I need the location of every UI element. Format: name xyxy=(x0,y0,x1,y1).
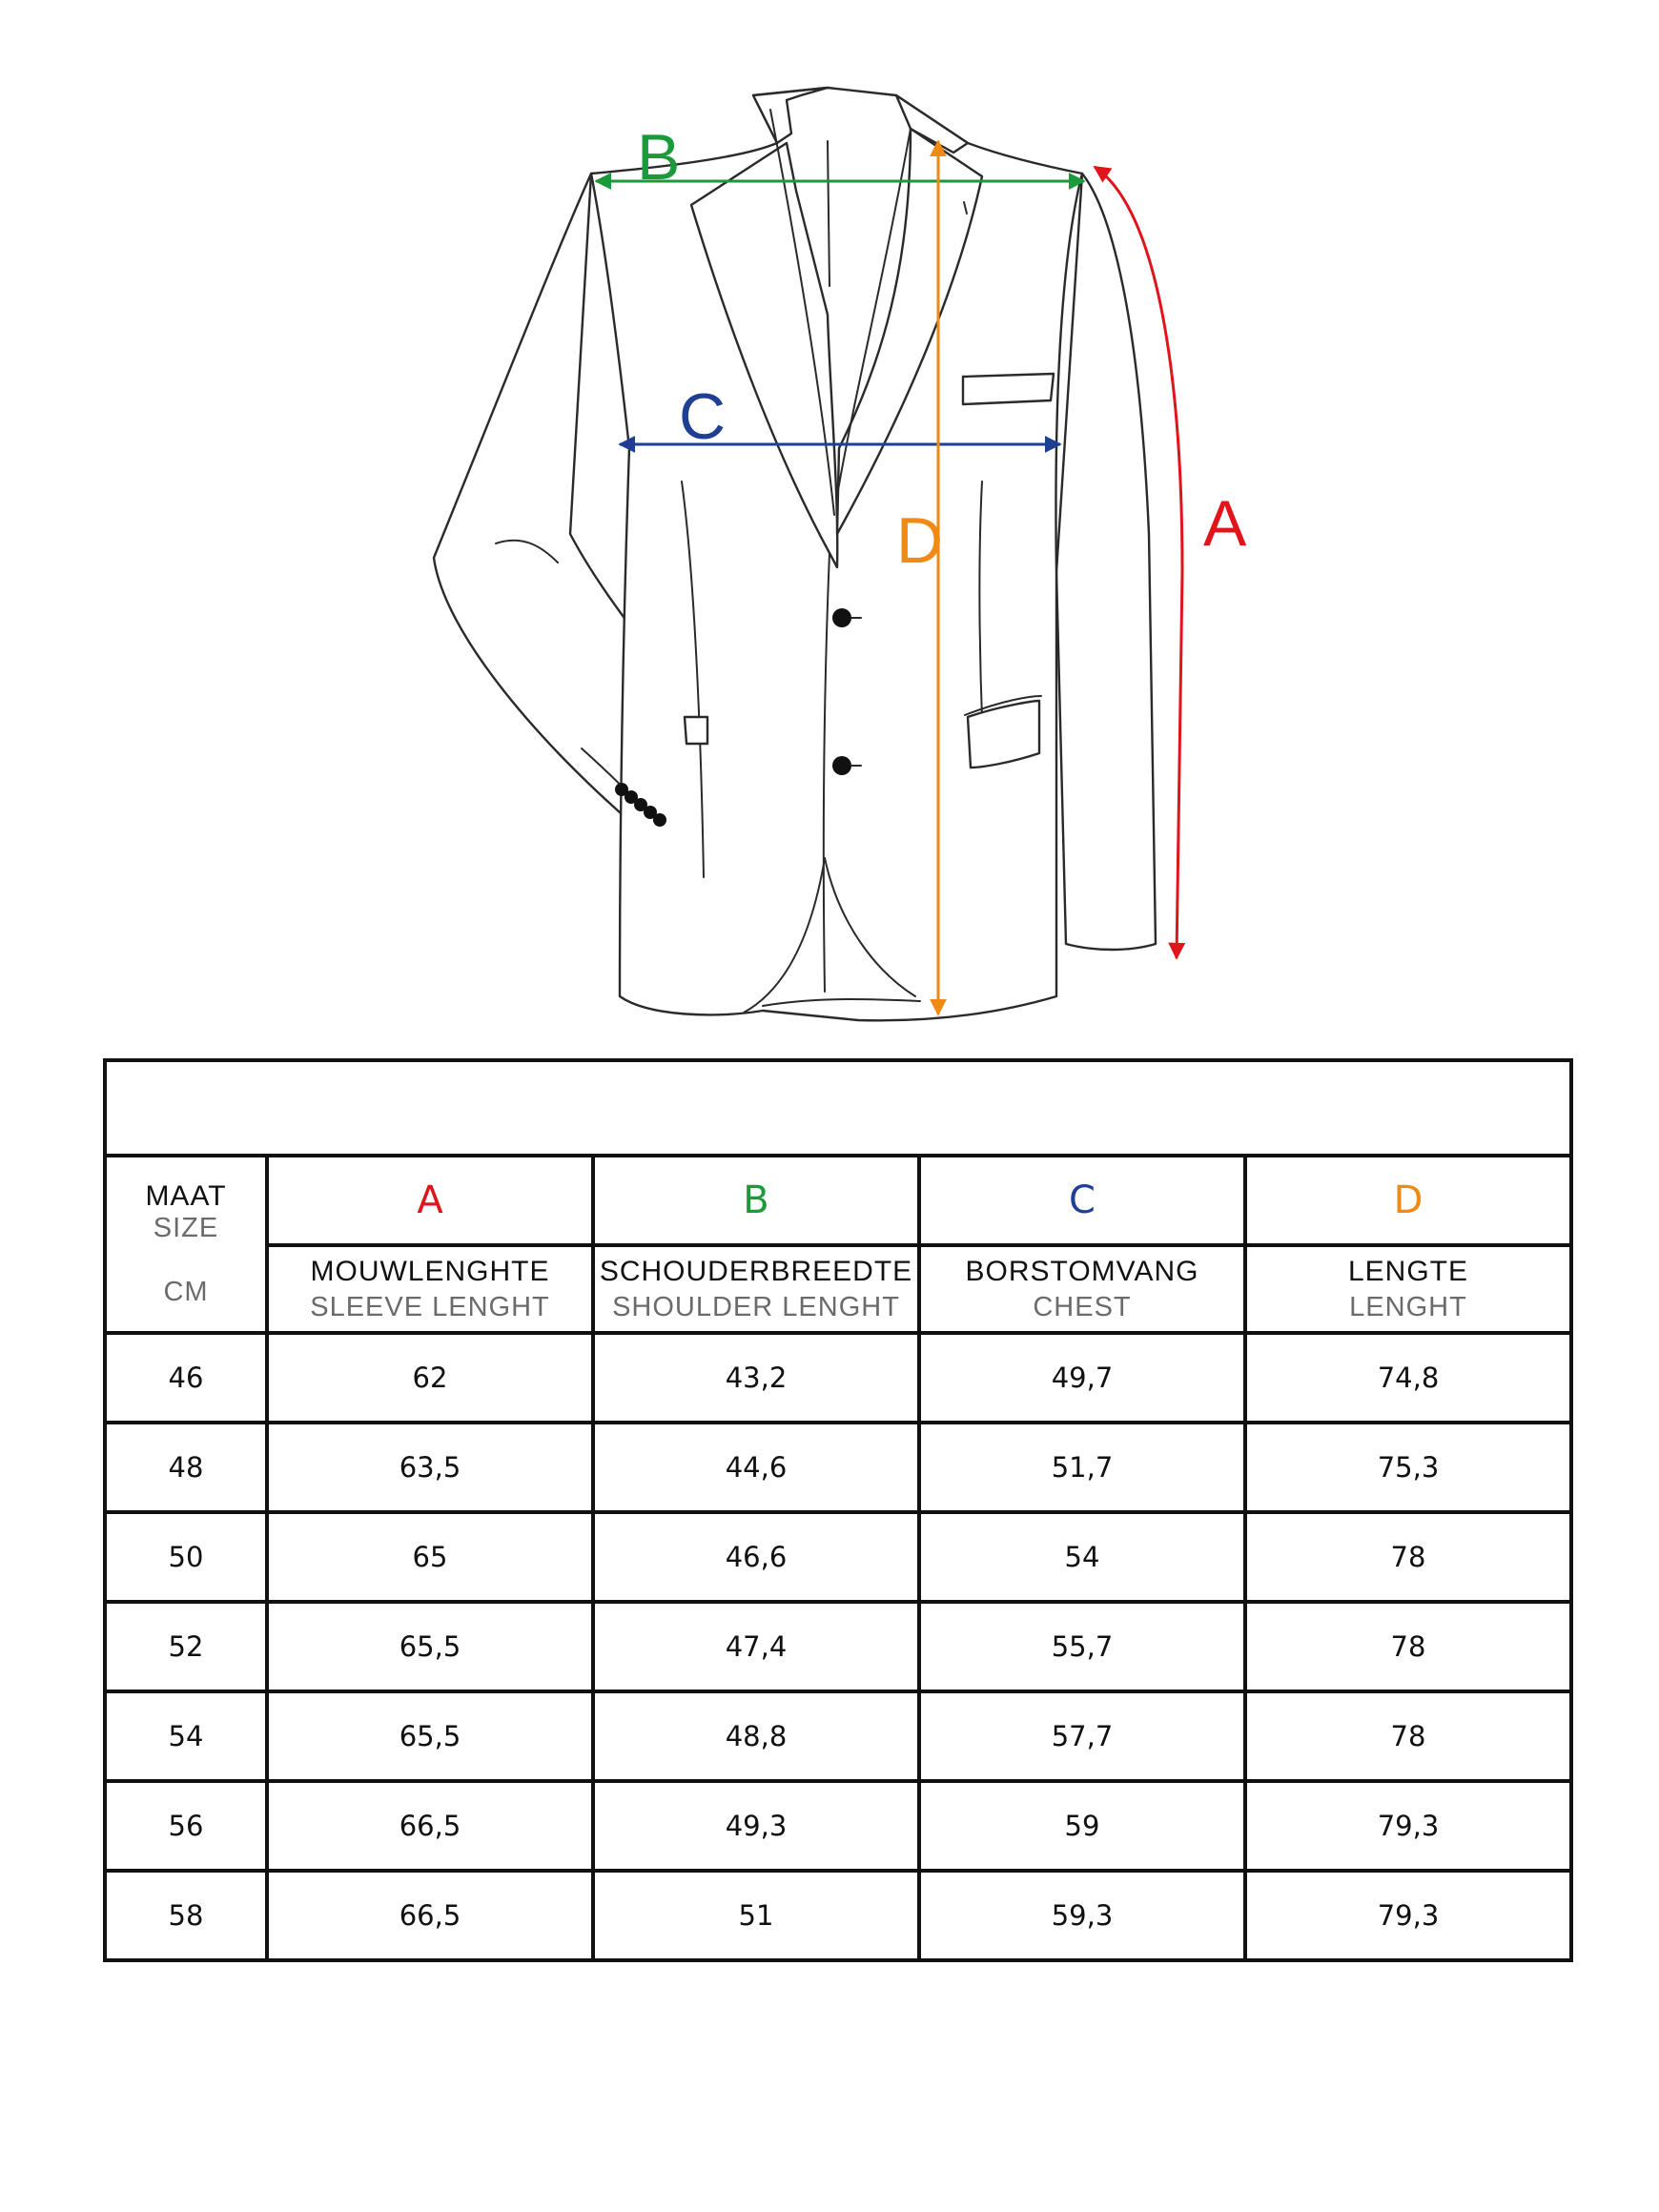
shoulder-cell: 48,8 xyxy=(593,1691,919,1781)
size-cell: 48 xyxy=(105,1423,267,1512)
label-d: D xyxy=(896,504,944,577)
shoulder-cell: 51 xyxy=(593,1871,919,1960)
chest-cell: 59,3 xyxy=(919,1871,1245,1960)
column-header-length xyxy=(1245,1245,1571,1333)
size-chart-table xyxy=(103,1058,1573,1962)
breast-pocket xyxy=(963,374,1054,404)
sleeve-cell: 65,5 xyxy=(267,1602,593,1691)
chest-cell: 57,7 xyxy=(919,1691,1245,1781)
size-cell: 46 xyxy=(105,1333,267,1423)
size-cell: 58 xyxy=(105,1871,267,1960)
column-name-en: SHOULDER LENGHT xyxy=(612,1291,900,1322)
column-letter-a: A xyxy=(267,1156,593,1245)
sleeve-cell: 66,5 xyxy=(267,1781,593,1871)
left-flap-pocket xyxy=(685,717,707,744)
table-row xyxy=(105,1512,1571,1602)
column-name-en: LENGHT xyxy=(1349,1291,1467,1322)
column-header-sleeve xyxy=(267,1245,593,1333)
column-header-chest xyxy=(919,1245,1245,1333)
jacket-measurement-diagram xyxy=(0,0,1659,1030)
right-sleeve xyxy=(1056,174,1156,950)
column-header-shoulder xyxy=(593,1245,919,1333)
table-row xyxy=(105,1691,1571,1781)
chest-cell: 54 xyxy=(919,1512,1245,1602)
size-cell: 56 xyxy=(105,1781,267,1871)
table-row xyxy=(105,1602,1571,1691)
table-caption xyxy=(105,1060,1571,1156)
table-row xyxy=(105,1333,1571,1423)
label-b: B xyxy=(637,121,681,194)
size-cell: 50 xyxy=(105,1512,267,1602)
length-cell: 75,3 xyxy=(1245,1423,1571,1512)
sleeve-cell: 66,5 xyxy=(267,1871,593,1960)
shoulder-cell: 47,4 xyxy=(593,1602,919,1691)
sleeve-cell: 65 xyxy=(267,1512,593,1602)
label-a: A xyxy=(1203,487,1247,560)
column-letter-c: C xyxy=(919,1156,1245,1245)
column-name-en: SLEEVE LENGHT xyxy=(310,1291,550,1322)
length-cell: 74,8 xyxy=(1245,1333,1571,1423)
column-name-nl: MOUWLENGHTE xyxy=(310,1256,550,1288)
column-name-en: CHEST xyxy=(1033,1291,1132,1322)
chest-cell: 59 xyxy=(919,1781,1245,1871)
size-column-header xyxy=(105,1156,267,1333)
column-letter-d: D xyxy=(1245,1156,1571,1245)
letter-header-row xyxy=(105,1156,1571,1245)
chest-cell: 51,7 xyxy=(919,1423,1245,1512)
length-cell: 78 xyxy=(1245,1691,1571,1781)
length-cell: 79,3 xyxy=(1245,1871,1571,1960)
table-row xyxy=(105,1423,1571,1512)
sleeve-cell: 62 xyxy=(267,1333,593,1423)
sleeve-cell: 65,5 xyxy=(267,1691,593,1781)
shoulder-cell: 44,6 xyxy=(593,1423,919,1512)
front-button-bottom xyxy=(832,756,851,775)
column-name-nl: SCHOUDERBREEDTE xyxy=(599,1256,913,1288)
size-header-nl: MAAT xyxy=(145,1180,227,1212)
table-row xyxy=(105,1781,1571,1871)
length-cell: 78 xyxy=(1245,1512,1571,1602)
column-name-nl: LENGTE xyxy=(1347,1256,1469,1288)
size-cell: 52 xyxy=(105,1602,267,1691)
shoulder-cell: 46,6 xyxy=(593,1512,919,1602)
column-name-nl: BORSTOMVANG xyxy=(965,1256,1199,1288)
table-row xyxy=(105,1871,1571,1960)
length-cell: 78 xyxy=(1245,1602,1571,1691)
length-cell: 79,3 xyxy=(1245,1781,1571,1871)
shoulder-cell: 43,2 xyxy=(593,1333,919,1423)
shoulder-cell: 49,3 xyxy=(593,1781,919,1871)
table-caption-row xyxy=(105,1060,1571,1156)
size-header-en: SIZE xyxy=(153,1213,219,1243)
front-button-top xyxy=(832,608,851,627)
cuff-button xyxy=(653,813,666,827)
size-header-unit: CM xyxy=(163,1277,209,1307)
name-header-row xyxy=(105,1245,1571,1333)
jacket-drawing xyxy=(434,88,1156,1020)
chest-cell: 49,7 xyxy=(919,1333,1245,1423)
column-letter-b: B xyxy=(593,1156,919,1245)
label-c: C xyxy=(679,380,727,453)
sleeve-cell: 63,5 xyxy=(267,1423,593,1512)
chest-cell: 55,7 xyxy=(919,1602,1245,1691)
size-cell: 54 xyxy=(105,1691,267,1781)
